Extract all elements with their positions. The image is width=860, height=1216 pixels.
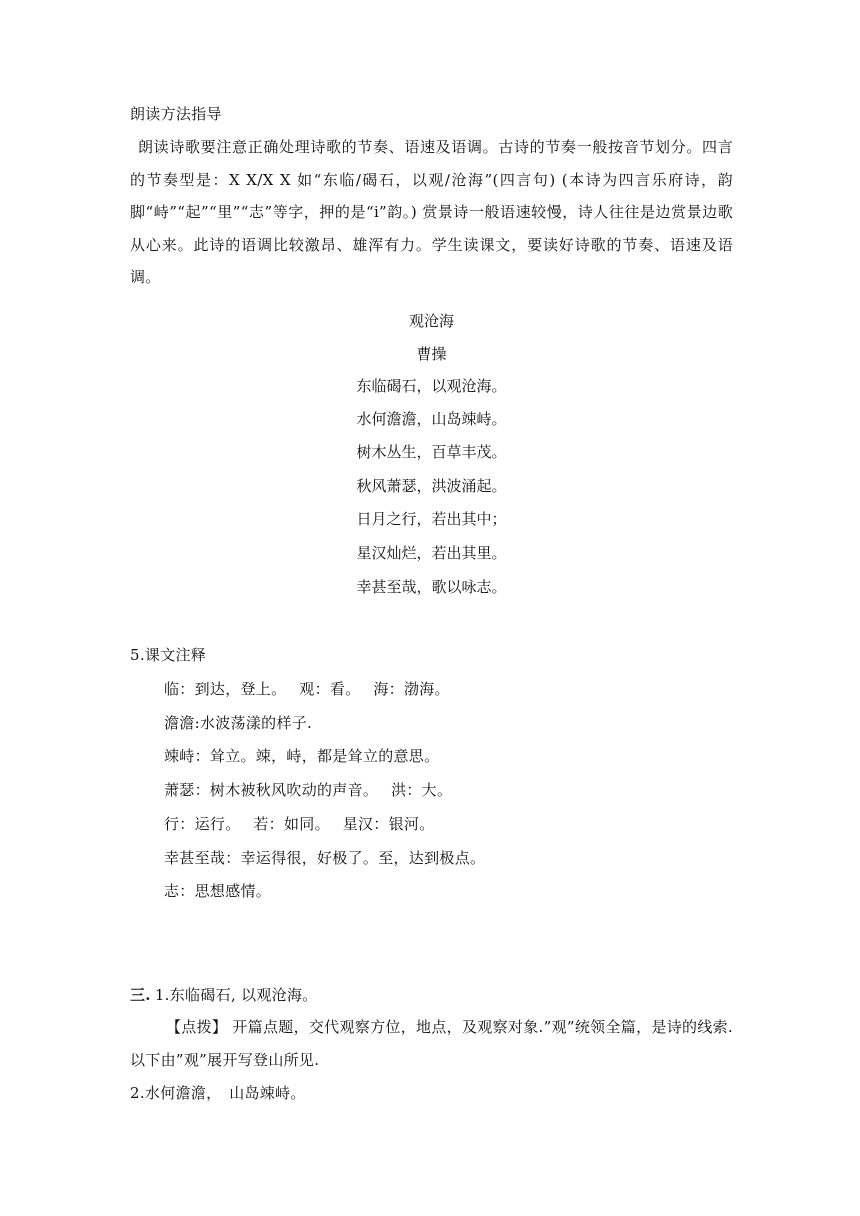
notes-heading: 5.课文注释 [130, 646, 207, 664]
poem-title: 观沧海 [408, 312, 454, 330]
section-3-item-2: 2.水何澹澹， 山岛竦峙。 [130, 1084, 306, 1102]
poem-line: 东临碣石，以观沧海。 [356, 377, 507, 395]
note-item: 萧瑟：树木被秋风吹动的声音。 洪：大。 [164, 781, 453, 799]
note-item: 行：运行。 若：如同。 星汉：银河。 [164, 815, 435, 833]
note-item: 幸甚至哉：幸运得很，好极了。至，达到极点。 [164, 849, 486, 867]
note-item: 志：思想感情。 [164, 882, 272, 900]
poem-line: 秋风萧瑟，洪波涌起。 [356, 477, 507, 495]
tip-text: 开篇点题，交代观察方位，地点，及观察对象.”观”统领全篇，是诗的线索.以下由”观”展开写登山所见. [130, 1018, 734, 1069]
reading-guide-paragraph: 朗读诗歌要注意正确处理诗歌的节奏、语速及语调。古诗的节奏一般按音节划分。四言的节奏型是：X X/X X 如“东临/碣石，以观/沧海”(四言句) (本诗为四言乐府诗，韵脚“峙”“起”“里”“志”等字，押的是“i”韵。) 赏景诗一般语速较慢，诗人往往是边赏景边歌从心来。此诗的语调比较激昂、雄浑有力。学生读课文，要读好诗歌的节奏、语速及语调。 [130, 138, 733, 287]
note-item: 竦峙：耸立。竦，峙，都是耸立的意思。 [164, 747, 440, 765]
note-item: 临：到达，登上。 观：看。 海：渤海。 [164, 680, 450, 698]
tip-label: 【点拨】 [166, 1018, 228, 1036]
reading-guide-heading: 朗读方法指导 [130, 105, 222, 123]
section-3-item-1: 1.东临碣石, 以观沧海。 [154, 986, 318, 1004]
section-3-marker: 三. [130, 986, 151, 1004]
poem-author: 曹操 [416, 345, 447, 363]
poem-line: 幸甚至哉，歌以咏志。 [356, 578, 507, 596]
poem-line: 水何澹澹，山岛竦峙。 [356, 410, 507, 428]
section-3-tip [130, 1011, 733, 1076]
note-item: 澹澹:水波荡漾的样子. [164, 714, 313, 732]
section-3-first-line [130, 985, 318, 1005]
poem-line: 星汉灿烂，若出其里。 [356, 544, 507, 562]
poem-line: 树木丛生，百草丰茂。 [356, 443, 507, 461]
poem-line: 日月之行，若出其中； [356, 510, 507, 528]
